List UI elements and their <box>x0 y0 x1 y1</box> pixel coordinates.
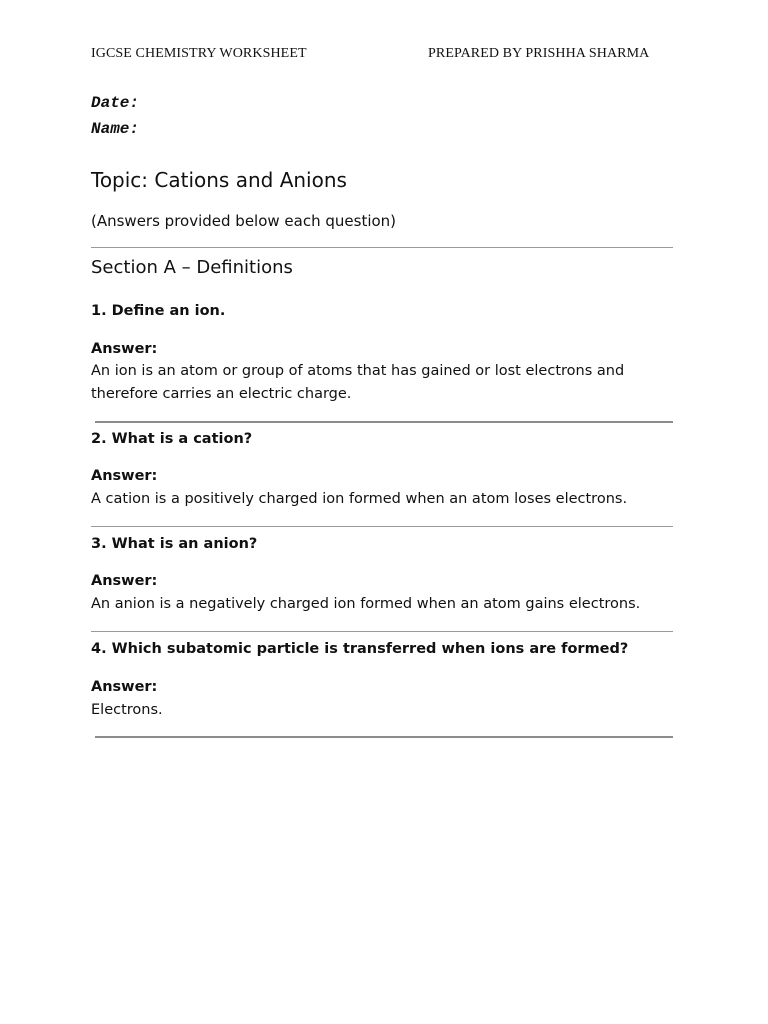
divider <box>91 247 673 248</box>
worksheet-header-author: PREPARED BY PRISHHA SHARMA <box>428 46 650 61</box>
question-3: 3. What is an anion? <box>91 536 258 552</box>
worksheet-header-title: IGCSE CHEMISTRY WORKSHEET <box>91 46 307 61</box>
answer-text-1: An ion is an atom or group of atoms that has gained or lost electrons and therefore carries an electric charge. <box>91 363 625 402</box>
answer-text-2: A cation is a positively charged ion formed when an atom loses electrons. <box>91 491 628 507</box>
question-1: 1. Define an ion. <box>91 303 226 319</box>
answer-label-4: Answer: <box>91 679 158 695</box>
divider <box>95 421 673 423</box>
answer-text-4: Electrons. <box>91 702 163 718</box>
answer-label-2: Answer: <box>91 468 158 484</box>
answer-label-1: Answer: <box>91 341 158 357</box>
question-4: 4. Which subatomic particle is transferred when ions are formed? <box>91 641 629 657</box>
divider <box>91 526 673 527</box>
divider <box>91 631 673 632</box>
answer-label-3: Answer: <box>91 573 158 589</box>
divider <box>95 736 673 738</box>
name-label: Name: <box>91 120 140 138</box>
answer-text-3: An anion is a negatively charged ion formed when an atom gains electrons. <box>91 596 641 612</box>
question-2: 2. What is a cation? <box>91 431 253 447</box>
section-title: Section A – Definitions <box>91 257 293 278</box>
date-label: Date: <box>91 94 140 112</box>
answers-note: (Answers provided below each question) <box>91 212 397 230</box>
topic-title: Topic: Cations and Anions <box>91 168 347 192</box>
